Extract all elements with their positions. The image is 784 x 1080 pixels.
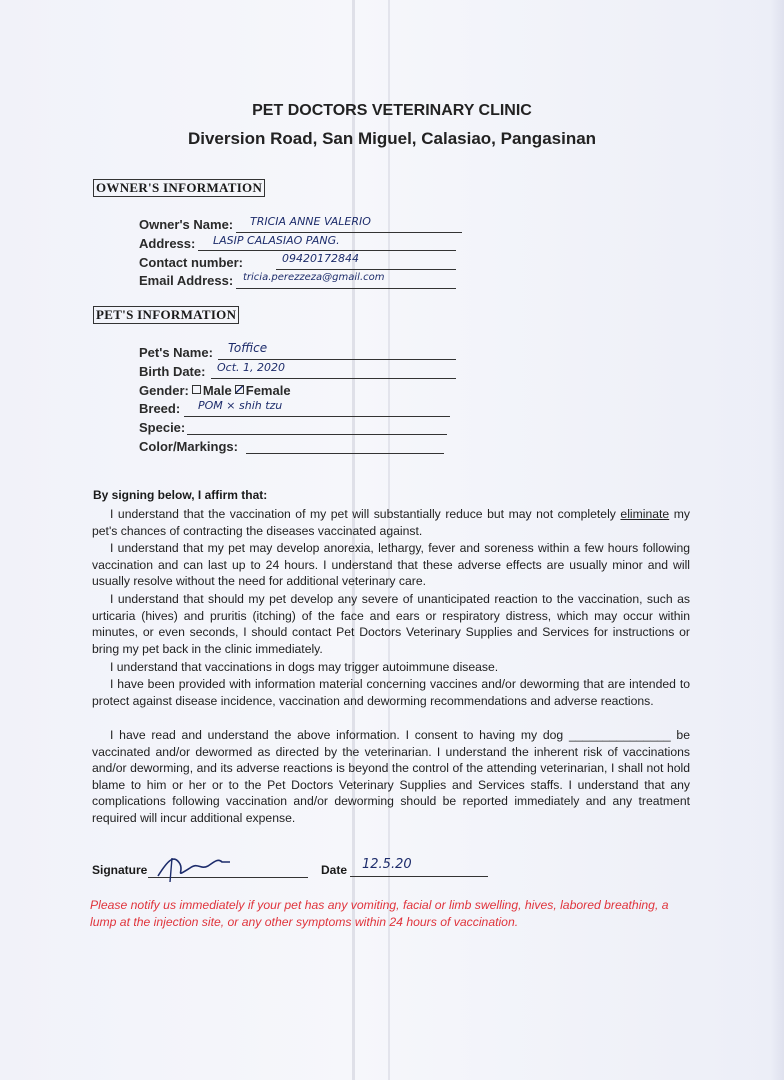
owner-section-heading: OWNER'S INFORMATION <box>93 179 265 197</box>
email-label: Email Address: <box>139 273 234 288</box>
address-label: Address: <box>139 236 196 251</box>
birth-date-label: Birth Date: <box>139 364 206 379</box>
affirm-paragraph-3: I understand that should my pet develop any severe of unanticipated reaction to the vaccination, such as urticaria (hives) and pruritis (itching) of the face and ears or respiratory distress, which may occur within minutes, or even seconds, I should contact Pet Doctors Veterinary Supplies and Services for instructions or bring my pet back in the clinic immediately. <box>92 592 690 656</box>
owner-name-value: TRICIA ANNE VALERIO <box>250 215 371 228</box>
affirm-p1-underlined: eliminate <box>620 507 670 521</box>
contact-label: Contact number: <box>139 255 243 270</box>
male-option-label: Male <box>202 383 232 398</box>
specie-label: Specie: <box>139 420 186 435</box>
gender-label: Gender: <box>139 383 189 398</box>
email-value: tricia.perezzeza@gmail.com <box>243 272 385 283</box>
female-option-label: Female <box>245 383 291 398</box>
clinic-address: Diversion Road, San Miguel, Calasiao, Pangasinan <box>187 129 597 148</box>
date-label: Date <box>321 863 348 877</box>
affirm-paragraph-1 <box>92 506 690 539</box>
pet-name-value: Toffice <box>228 341 268 355</box>
contact-value: 09420172844 <box>282 252 359 265</box>
affirm-paragraph-4: I understand that vaccinations in dogs may trigger autoimmune disease. <box>110 660 499 674</box>
birth-date-value: Oct. 1, 2020 <box>217 361 285 374</box>
gender-row <box>139 383 291 398</box>
breed-value: POM × shih tzu <box>198 399 283 412</box>
affirm-p1-text: I understand that the vaccination of my pet will substantially reduce but may not completely <box>110 507 621 521</box>
affirm-paragraph-5: I have been provided with information material concerning vaccines and/or deworming that are intended to protect against disease incidence, vaccination and deworming recommendations and adverse reactions. <box>92 677 690 708</box>
color-markings-field[interactable] <box>246 439 444 454</box>
male-checkbox[interactable] <box>192 385 201 394</box>
owner-name-label: Owner's Name: <box>139 217 234 232</box>
breed-label: Breed: <box>139 401 181 416</box>
date-value: 12.5.20 <box>362 857 412 872</box>
reaction-notice: Please notify us immediately if your pet has any vomiting, facial or limb swelling, hives, labored breathing, a lump at the injection site, or any other symptoms within 24 hours of vaccination. <box>90 898 669 929</box>
clinic-name: PET DOCTORS VETERINARY CLINIC <box>252 102 532 119</box>
signature-label: Signature <box>92 863 148 877</box>
paper-edge-shadow <box>770 0 784 1080</box>
affirm-paragraph-2: I understand that my pet may develop anorexia, lethargy, fever and soreness within a few hours following vaccination and can last up to 24 hours. I understand that these adverse effects are usually minor and will usually resolve without the need for additional veterinary care. <box>92 541 690 589</box>
color-markings-label: Color/Markings: <box>139 439 238 454</box>
pet-name-label: Pet's Name: <box>139 345 213 360</box>
affirm-paragraph-6: I have read and understand the above information. I consent to having my dog _______________ be vaccinated and/or dewormed as directed by the veterinarian. I understand the inherent risk of vaccinations and/or deworming, and its adverse reactions is beyond the control of the attending veterinarian, I shall not hold blame to him or her or to the Pet Doctors Veterinary Supplies and Services staffs. I understand that any complications following vaccination and/or deworming should be reported immediately and any treatment required will incur additional expense. <box>92 728 690 825</box>
affirm-p1-text-end: my pet's chances of contracting the diseases vaccinated against. <box>92 507 690 538</box>
female-checkbox[interactable] <box>235 385 244 394</box>
affirm-heading: By signing below, I affirm that: <box>93 488 268 502</box>
pet-section-heading: PET'S INFORMATION <box>93 306 239 324</box>
specie-field[interactable] <box>187 420 447 435</box>
address-value: LASIP CALASIAO PANG. <box>213 234 340 247</box>
handwritten-signature <box>150 848 240 884</box>
